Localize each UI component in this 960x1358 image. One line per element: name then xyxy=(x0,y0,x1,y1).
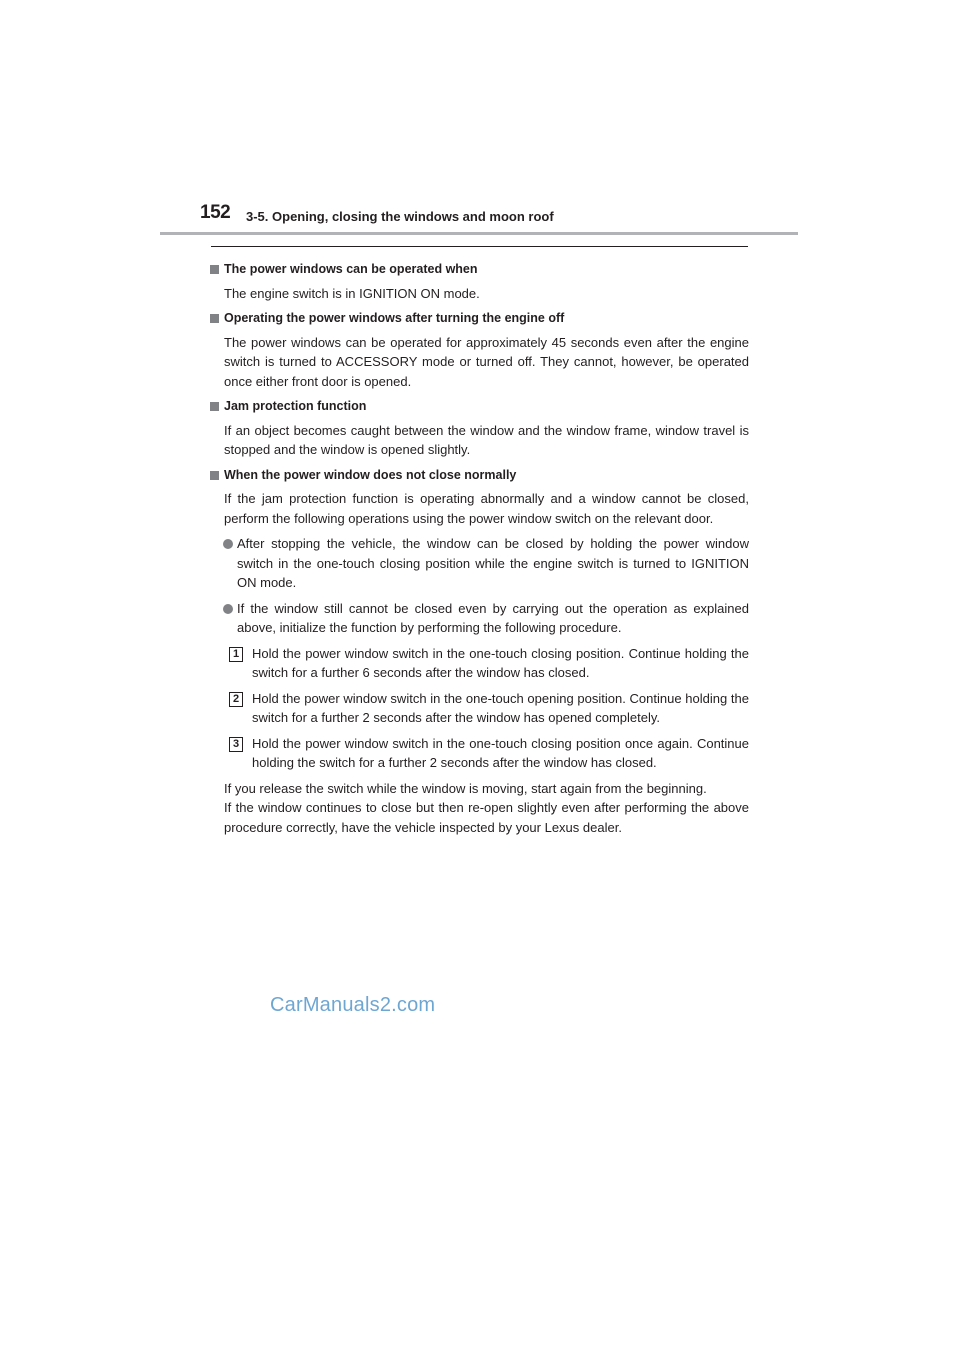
section-text: If an object becomes caught between the window and the window frame, window travel is stopped and the window is opened slightly. xyxy=(224,422,749,457)
section-text: The power windows can be operated for approximately 45 seconds even after the engine switch is turned to ACCESSORY mode or turned off. They cannot, however, be operated once either front door is opened. xyxy=(224,334,749,389)
step-number-badge: 2 xyxy=(229,692,243,707)
step-number-badge: 3 xyxy=(229,737,243,752)
procedure-step xyxy=(209,734,749,773)
square-bullet-icon xyxy=(210,265,219,274)
bullet-text: If the window still cannot be closed even by carrying out the operation as explained above, initialize the function by performing the following procedure. xyxy=(237,600,749,635)
note-text: If the window continues to close but then re-open slightly even after performing the above procedure correctly, have the vehicle inspected by your Lexus dealer. xyxy=(224,800,749,835)
section-text: The engine switch is in IGNITION ON mode. xyxy=(224,285,480,301)
step-number-badge: 1 xyxy=(229,647,243,662)
procedure-step xyxy=(209,689,749,728)
main-content xyxy=(209,260,749,843)
bullet-text: After stopping the vehicle, the window can be closed by holding the power window switch in the one-touch closing position while the engine switch is turned to IGNITION ON mode. xyxy=(237,536,749,590)
section-heading: The power windows can be operated when xyxy=(224,262,478,276)
circle-bullet-icon xyxy=(223,604,233,614)
content-rule xyxy=(211,246,748,247)
circle-bullet-icon xyxy=(223,539,233,549)
square-bullet-icon xyxy=(210,471,219,480)
list-item xyxy=(209,534,749,593)
section-heading: Operating the power windows after turning the engine off xyxy=(224,311,565,325)
section-jam-protection xyxy=(209,397,749,460)
note-text: If you release the switch while the window is moving, start again from the beginning. xyxy=(224,780,707,796)
section-after-engine-off xyxy=(209,309,749,391)
header-rule xyxy=(160,232,798,235)
section-operation-conditions xyxy=(209,260,749,303)
page-number: 152 xyxy=(200,202,231,223)
step-text: Hold the power window switch in the one-touch opening position. Continue holding the switch for a further 2 seconds after the window has opened completely. xyxy=(252,690,749,725)
step-text: Hold the power window switch in the one-touch closing position. Continue holding the switch for a further 6 seconds after the window has closed. xyxy=(252,645,749,680)
watermark: CarManuals2.com xyxy=(270,994,436,1016)
section-heading: When the power window does not close normally xyxy=(224,467,517,482)
section-title: 3-5. Opening, closing the windows and moon roof xyxy=(246,209,554,224)
section-window-not-closing xyxy=(209,466,749,838)
list-item xyxy=(209,599,749,638)
step-text: Hold the power window switch in the one-touch closing position once again. Continue holding the switch for a further 2 seconds after the window has closed. xyxy=(252,735,749,770)
square-bullet-icon xyxy=(210,402,219,411)
square-bullet-icon xyxy=(210,314,219,323)
section-heading: Jam protection function xyxy=(224,399,367,413)
section-text: If the jam protection function is operating abnormally and a window cannot be closed, perform the following operations using the power window switch on the relevant door. xyxy=(224,491,749,526)
procedure-step xyxy=(209,644,749,683)
